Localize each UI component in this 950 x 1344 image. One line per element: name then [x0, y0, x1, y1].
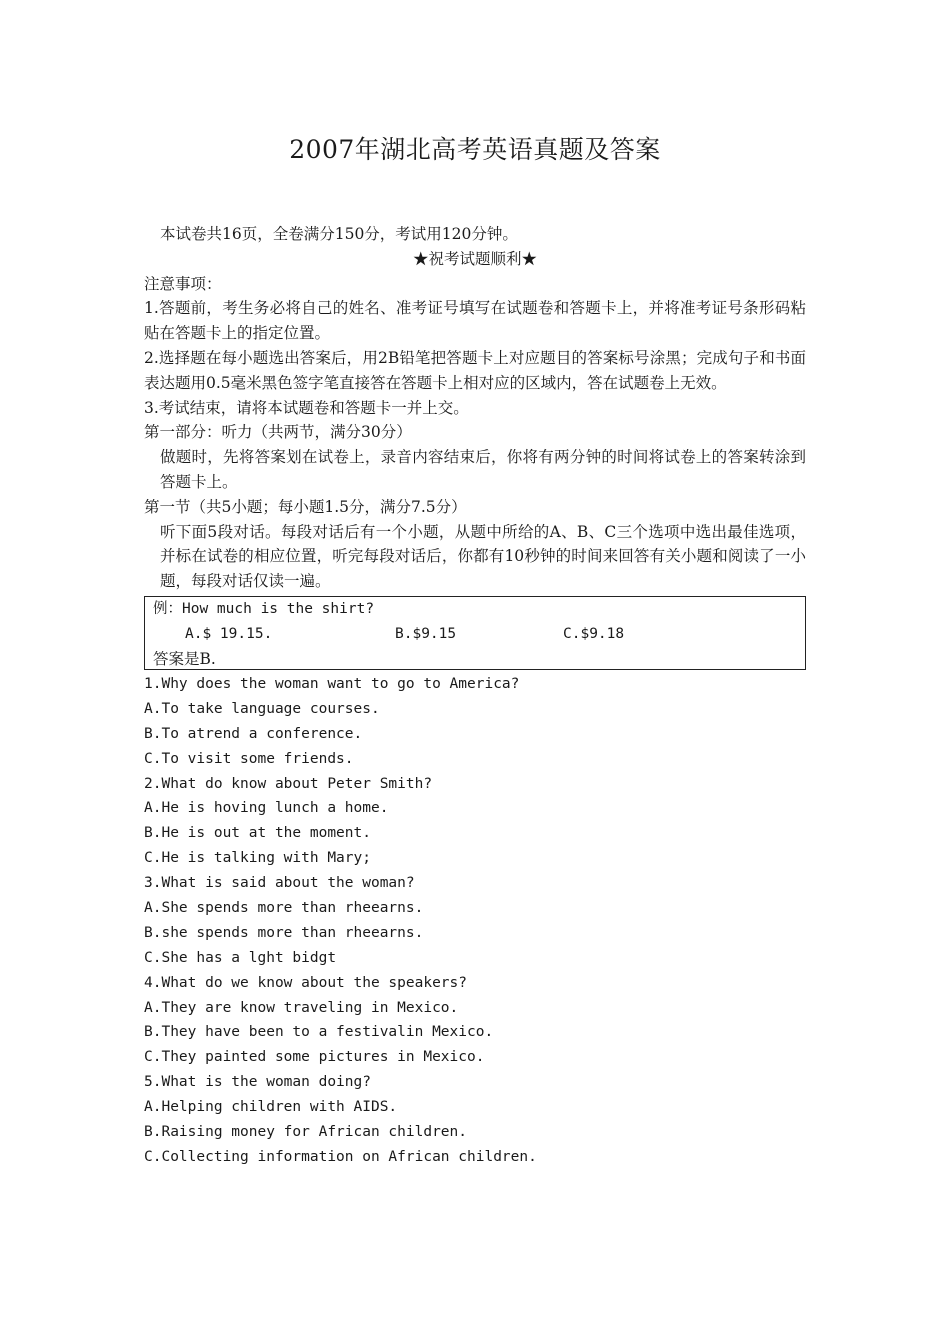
example-question: 例：How much is the shirt?	[153, 600, 375, 617]
question-list	[144, 672, 806, 1170]
question-3-option-a: A.She spends more than rheearns.	[144, 899, 424, 916]
question-4: 4.What do we know about the speakers?	[144, 974, 468, 991]
section1-heading: 第一节（共5小题；每小题1.5分，满分7.5分）	[144, 497, 467, 516]
example-option-b: B.$9.15	[395, 625, 457, 642]
exam-wish: ★祝考试题顺利★	[412, 249, 537, 268]
question-5: 5.What is the woman doing?	[144, 1074, 371, 1091]
notice-heading: 注意事项：	[144, 274, 222, 293]
question-5-option-b: B.Raising money for African children.	[144, 1123, 468, 1140]
question-5-option-a: A.Helping children with AIDS.	[144, 1099, 398, 1116]
part1-heading: 第一部分：听力（共两节，满分30分）	[144, 423, 412, 442]
question-3-option-b: B.she spends more than rheearns.	[144, 924, 424, 941]
section1-instruction: 听下面5段对话。每段对话后有一个小题，从题中所给的A、B、C三个选项中选出最佳选项，并标在试卷的相应位置，听完每段对话后，你都有10秒钟的时间来回答有关小题和阅读了一小题，每段对话仅读一遍。	[160, 522, 806, 591]
question-1-option-a: A.To take language courses.	[144, 700, 380, 717]
question-2-option-a: A.He is hoving lunch a home.	[144, 800, 389, 817]
question-4-option-b: B.They have been to a festivalin Mexico.	[144, 1024, 494, 1041]
question-2: 2.What do know about Peter Smith?	[144, 775, 433, 792]
question-5-option-c: C.Collecting information on African children.	[144, 1148, 537, 1165]
notice-item-1: 1.答题前，考生务必将自己的姓名、准考证号填写在试题卷和答题卡上，并将准考证号条形码粘贴在答题卡上的指定位置。	[144, 299, 806, 343]
notice-item-3: 3.考试结束，请将本试题卷和答题卡一并上交。	[144, 398, 469, 417]
document-body	[144, 222, 806, 1170]
exam-intro: 本试卷共16页，全卷满分150分，考试用120分钟。	[160, 225, 518, 243]
example-answer: 答案是B.	[153, 649, 216, 668]
question-3-option-c: C.She has a lght bidgt	[144, 949, 337, 966]
example-option-a: A.$ 19.15.	[185, 625, 273, 642]
question-2-option-c: C.He is talking with Mary;	[144, 850, 371, 867]
question-4-option-c: C.They painted some pictures in Mexico.	[144, 1049, 485, 1066]
question-1: 1.Why does the woman want to go to America?	[144, 675, 520, 692]
question-2-option-b: B.He is out at the moment.	[144, 825, 371, 842]
example-box	[144, 596, 806, 670]
notice-item-2: 2.选择题在每小题选出答案后，用2B铅笔把答题卡上对应题目的答案标号涂黑；完成句子和书面表达题用0.5毫米黑色签字笔直接答在答题卡上相对应的区域内，答在试题卷上无效。	[144, 348, 806, 392]
question-1-option-b: B.To atrend a conference.	[144, 725, 363, 742]
question-4-option-a: A.They are know traveling in Mexico.	[144, 999, 459, 1016]
part1-instruction: 做题时，先将答案划在试卷上，录音内容结束后，你将有两分钟的时间将试卷上的答案转涂到答题卡上。	[160, 448, 806, 491]
example-options	[153, 622, 797, 647]
page-title: 2007年湖北高考英语真题及答案	[289, 135, 661, 164]
example-option-c: C.$9.18	[563, 625, 625, 642]
question-3: 3.What is said about the woman?	[144, 875, 415, 892]
question-1-option-c: C.To visit some friends.	[144, 750, 354, 767]
